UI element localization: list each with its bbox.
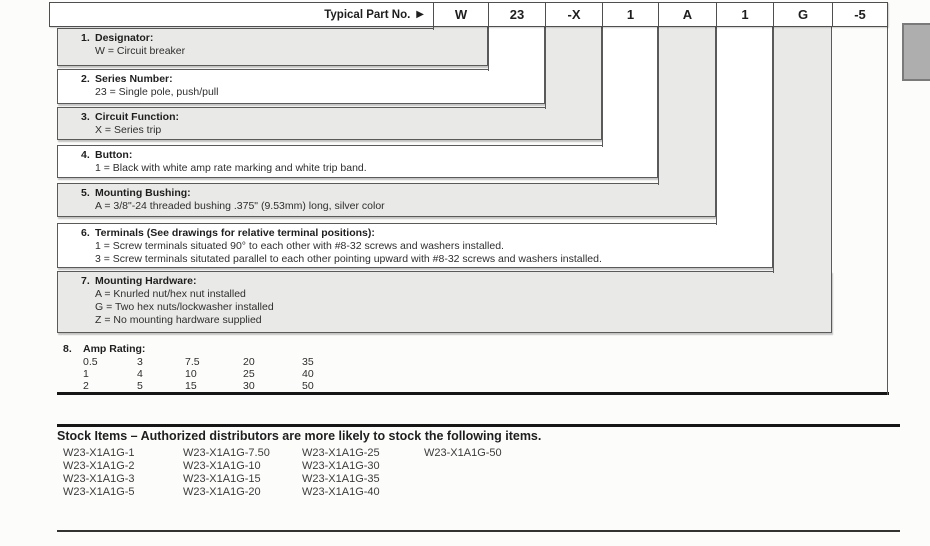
item-line: 23 = Single pole, push/pull xyxy=(95,86,219,98)
item-number: 8. xyxy=(63,343,72,355)
part-code-cell-circuit-function: -X xyxy=(545,3,602,26)
item-box-mounting-bushing xyxy=(57,183,716,217)
connector-column-series xyxy=(488,27,545,71)
amp-value: 4 xyxy=(137,368,143,380)
item-box-button xyxy=(57,145,658,178)
amp-value: 35 xyxy=(302,356,314,368)
item-line: A = 3/8"-24 threaded bushing .375" (9.53mm) long, silver color xyxy=(95,200,385,212)
part-code-cell-button: 1 xyxy=(602,3,658,26)
stock-items-column-3 xyxy=(302,447,380,499)
typical-part-number-row xyxy=(49,2,888,27)
item-title: Circuit Function: xyxy=(95,111,179,123)
stock-part-number: W23-X1A1G-2 xyxy=(63,460,135,472)
connector-column-hardware xyxy=(773,27,832,273)
item-title: Mounting Bushing: xyxy=(95,187,191,199)
stock-part-number: W23-X1A1G-1 xyxy=(63,447,135,459)
item-number: 3. xyxy=(81,111,90,123)
stock-part-number: W23-X1A1G-40 xyxy=(302,486,380,498)
item-section-amp-rating xyxy=(57,343,857,392)
amp-value: 10 xyxy=(185,368,197,380)
right-arrow-icon: ▶ xyxy=(416,8,424,20)
stock-part-number: W23-X1A1G-50 xyxy=(424,447,502,459)
page-edge-tab xyxy=(902,23,930,81)
item-line: 1 = Black with white amp rate marking and white trip band. xyxy=(95,162,367,174)
amp-value: 7.5 xyxy=(185,356,200,368)
part-code-cell-terminals: 1 xyxy=(716,3,773,26)
stock-part-number: W23-X1A1G-25 xyxy=(302,447,380,459)
item-number: 6. xyxy=(81,227,90,239)
item-title: Mounting Hardware: xyxy=(95,275,197,287)
amp-value: 3 xyxy=(137,356,143,368)
divider-amp-rating-bottom xyxy=(57,392,889,395)
part-code-cell-hardware: G xyxy=(773,3,832,26)
item-line: Z = No mounting hardware supplied xyxy=(95,314,262,326)
item-title: Button: xyxy=(95,149,133,161)
item-box-designator xyxy=(57,28,488,66)
amp-value: 1 xyxy=(83,368,89,380)
item-number: 1. xyxy=(81,32,90,44)
item-title: Amp Rating: xyxy=(83,343,146,355)
connector-column-designator xyxy=(433,27,488,30)
item-line: A = Knurled nut/hex nut installed xyxy=(95,288,246,300)
item-line: W = Circuit breaker xyxy=(95,45,186,57)
item-title: Series Number: xyxy=(95,73,173,85)
part-code-cell-bushing: A xyxy=(658,3,716,26)
item-number: 2. xyxy=(81,73,90,85)
connector-column-circuit-function xyxy=(545,27,602,109)
amp-value: 20 xyxy=(243,356,255,368)
amp-rating-row xyxy=(83,368,857,380)
part-code-cell-series: 23 xyxy=(488,3,545,26)
divider-stock-items-top xyxy=(57,424,900,427)
stock-items-column-4 xyxy=(424,447,502,460)
stock-items-column-1 xyxy=(63,447,135,499)
item-box-terminals xyxy=(57,223,773,268)
part-code-cell-designator: W xyxy=(433,3,488,26)
stock-part-number: W23-X1A1G-10 xyxy=(183,460,261,472)
stock-part-number: W23-X1A1G-20 xyxy=(183,486,261,498)
item-number: 7. xyxy=(81,275,90,287)
item-box-circuit-function xyxy=(57,107,602,140)
item-number: 4. xyxy=(81,149,90,161)
stock-part-number: W23-X1A1G-15 xyxy=(183,473,261,485)
amp-value: 0.5 xyxy=(83,356,98,368)
amp-value: 2 xyxy=(83,380,89,392)
item-title: Terminals (See drawings for relative terminal positions): xyxy=(95,227,375,239)
amp-rating-row xyxy=(83,356,857,368)
stock-part-number: W23-X1A1G-5 xyxy=(63,486,135,498)
item-line: X = Series trip xyxy=(95,124,162,136)
item-number: 5. xyxy=(81,187,90,199)
stock-items-heading: Stock Items – Authorized distributors are more likely to stock the following items. xyxy=(57,429,542,443)
typical-part-no-label xyxy=(50,3,433,26)
item-box-series-number xyxy=(57,69,545,104)
amp-rating-row xyxy=(83,380,857,392)
typical-part-no-text: Typical Part No. xyxy=(324,8,411,21)
amp-value: 50 xyxy=(302,380,314,392)
item-line: 1 = Screw terminals situated 90° to each other with #8-32 screws and washers installed. xyxy=(95,240,504,252)
stock-part-number: W23-X1A1G-30 xyxy=(302,460,380,472)
connector-column-terminals xyxy=(716,27,773,225)
amp-value: 5 xyxy=(137,380,143,392)
item-line: G = Two hex nuts/lockwasher installed xyxy=(95,301,274,313)
amp-value: 15 xyxy=(185,380,197,392)
amp-value: 30 xyxy=(243,380,255,392)
item-box-mounting-hardware xyxy=(57,271,832,333)
connector-column-bushing xyxy=(658,27,716,185)
stock-items-column-2 xyxy=(183,447,270,499)
connector-column-button xyxy=(602,27,658,147)
amp-value: 25 xyxy=(243,368,255,380)
connector-line-amp-rating xyxy=(887,27,888,395)
item-title: Designator: xyxy=(95,32,154,44)
item-line: 3 = Screw terminals situtated parallel to each other pointing upward with #8-32 screws and washers installed. xyxy=(95,253,602,265)
stock-part-number: W23-X1A1G-3 xyxy=(63,473,135,485)
amp-value: 40 xyxy=(302,368,314,380)
stock-part-number: W23-X1A1G-7.50 xyxy=(183,447,270,459)
part-code-cell-amp-rating: -5 xyxy=(832,3,887,26)
stock-part-number: W23-X1A1G-35 xyxy=(302,473,380,485)
amp-rating-grid xyxy=(83,356,857,392)
divider-page-bottom xyxy=(57,530,900,532)
